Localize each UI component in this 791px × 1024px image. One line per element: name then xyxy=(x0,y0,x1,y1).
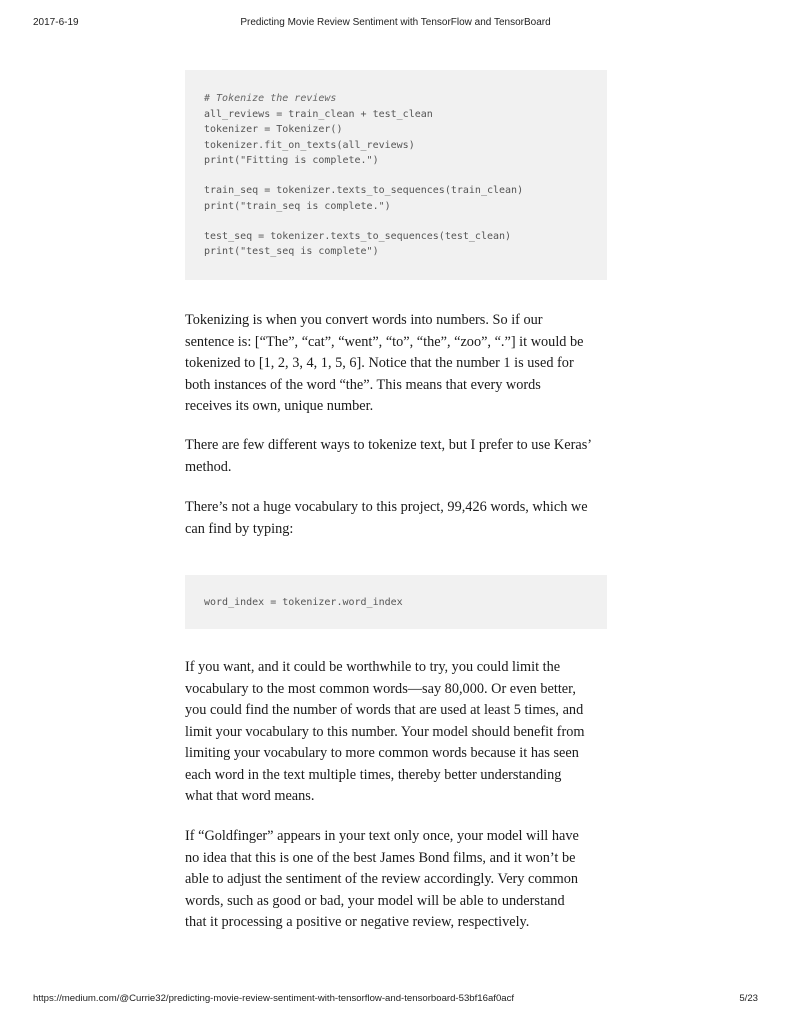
code-blank-line xyxy=(204,214,607,229)
code-line: word_index = tokenizer.word_index xyxy=(204,597,403,608)
code-block-tokenize xyxy=(185,70,607,280)
code-block-word-index xyxy=(185,575,607,629)
text-line: Tokenizing is when you convert words into numbers. So if our xyxy=(185,312,543,328)
text-line: limit your vocabulary to this number. Your model should benefit from xyxy=(185,723,585,740)
print-date: 2017-6-19 xyxy=(33,17,79,28)
code-line: tokenizer.fit_on_texts(all_reviews) xyxy=(204,139,415,151)
paragraph-tokenizing xyxy=(185,310,615,418)
text-line: vocabulary to the most common words—say 80,000. Or even better, xyxy=(185,680,576,697)
code-line: print("test_seq is complete") xyxy=(204,246,379,257)
code-line: tokenizer = Tokenizer() xyxy=(204,124,343,135)
page-header-title: Predicting Movie Review Sentiment with TensorFlow and TensorBoard xyxy=(240,17,551,28)
text-line: There are few different ways to tokenize text, but I prefer to use Keras’ xyxy=(185,437,593,453)
text-line: what that word means. xyxy=(185,788,315,804)
code-blank-line xyxy=(204,169,607,184)
text-line: method. xyxy=(185,458,232,475)
text-line: tokenized to [1, 2, 3, 4, 1, 5, 6]. Notice that the number 1 is used for xyxy=(185,355,574,371)
page-number: 5/23 xyxy=(739,993,758,1004)
text-line: can find by typing: xyxy=(185,520,294,537)
text-line: that it processing a positive or negative review, respectively. xyxy=(185,914,530,930)
text-line: There’s not a huge vocabulary to this project, 99,426 words, which we xyxy=(185,499,588,515)
text-line: receives its own, unique number. xyxy=(185,398,374,414)
code-line: print("Fitting is complete.") xyxy=(204,155,379,166)
text-line: If you want, and it could be worthwhile to try, you could limit the xyxy=(185,659,561,675)
code-line: # Tokenize the reviews xyxy=(204,93,337,104)
code-line: print("train_seq is complete.") xyxy=(204,200,391,212)
text-line: both instances of the word “the”. This means that every words xyxy=(185,376,541,393)
paragraph-vocabulary-size xyxy=(185,497,615,540)
text-line: sentence is: [“The”, “cat”, “went”, “to”, “the”, “zoo”, “.”] it would be xyxy=(185,333,584,350)
paragraph-limit-vocabulary xyxy=(185,657,615,808)
paragraph-goldfinger-example xyxy=(185,826,615,934)
text-line: words, such as good or bad, your model will be able to understand xyxy=(185,892,565,909)
text-line: limiting your vocabulary to more common words because it has seen xyxy=(185,745,579,761)
code-line: all_reviews = train_clean + test_clean xyxy=(204,108,433,120)
text-line: you could find the number of words that are used at least 5 times, and xyxy=(185,702,584,718)
paragraph-tokenize-methods xyxy=(185,435,615,478)
code-line: test_seq = tokenizer.texts_to_sequences(test_clean) xyxy=(204,230,512,242)
footer-source-url: https://medium.com/@Currie32/predicting-movie-review-sentiment-with-tensorflow-and-tensorboard-53bf16af0acf xyxy=(33,993,515,1004)
text-line: If “Goldfinger” appears in your text only once, your model will have xyxy=(185,828,579,844)
text-line: able to adjust the sentiment of the review accordingly. Very common xyxy=(185,871,579,887)
text-line: no idea that this is one of the best James Bond films, and it won’t be xyxy=(185,849,576,866)
code-line: train_seq = tokenizer.texts_to_sequences(train_clean) xyxy=(204,185,524,196)
text-line: each word in the text multiple times, thereby better understanding xyxy=(185,766,562,783)
